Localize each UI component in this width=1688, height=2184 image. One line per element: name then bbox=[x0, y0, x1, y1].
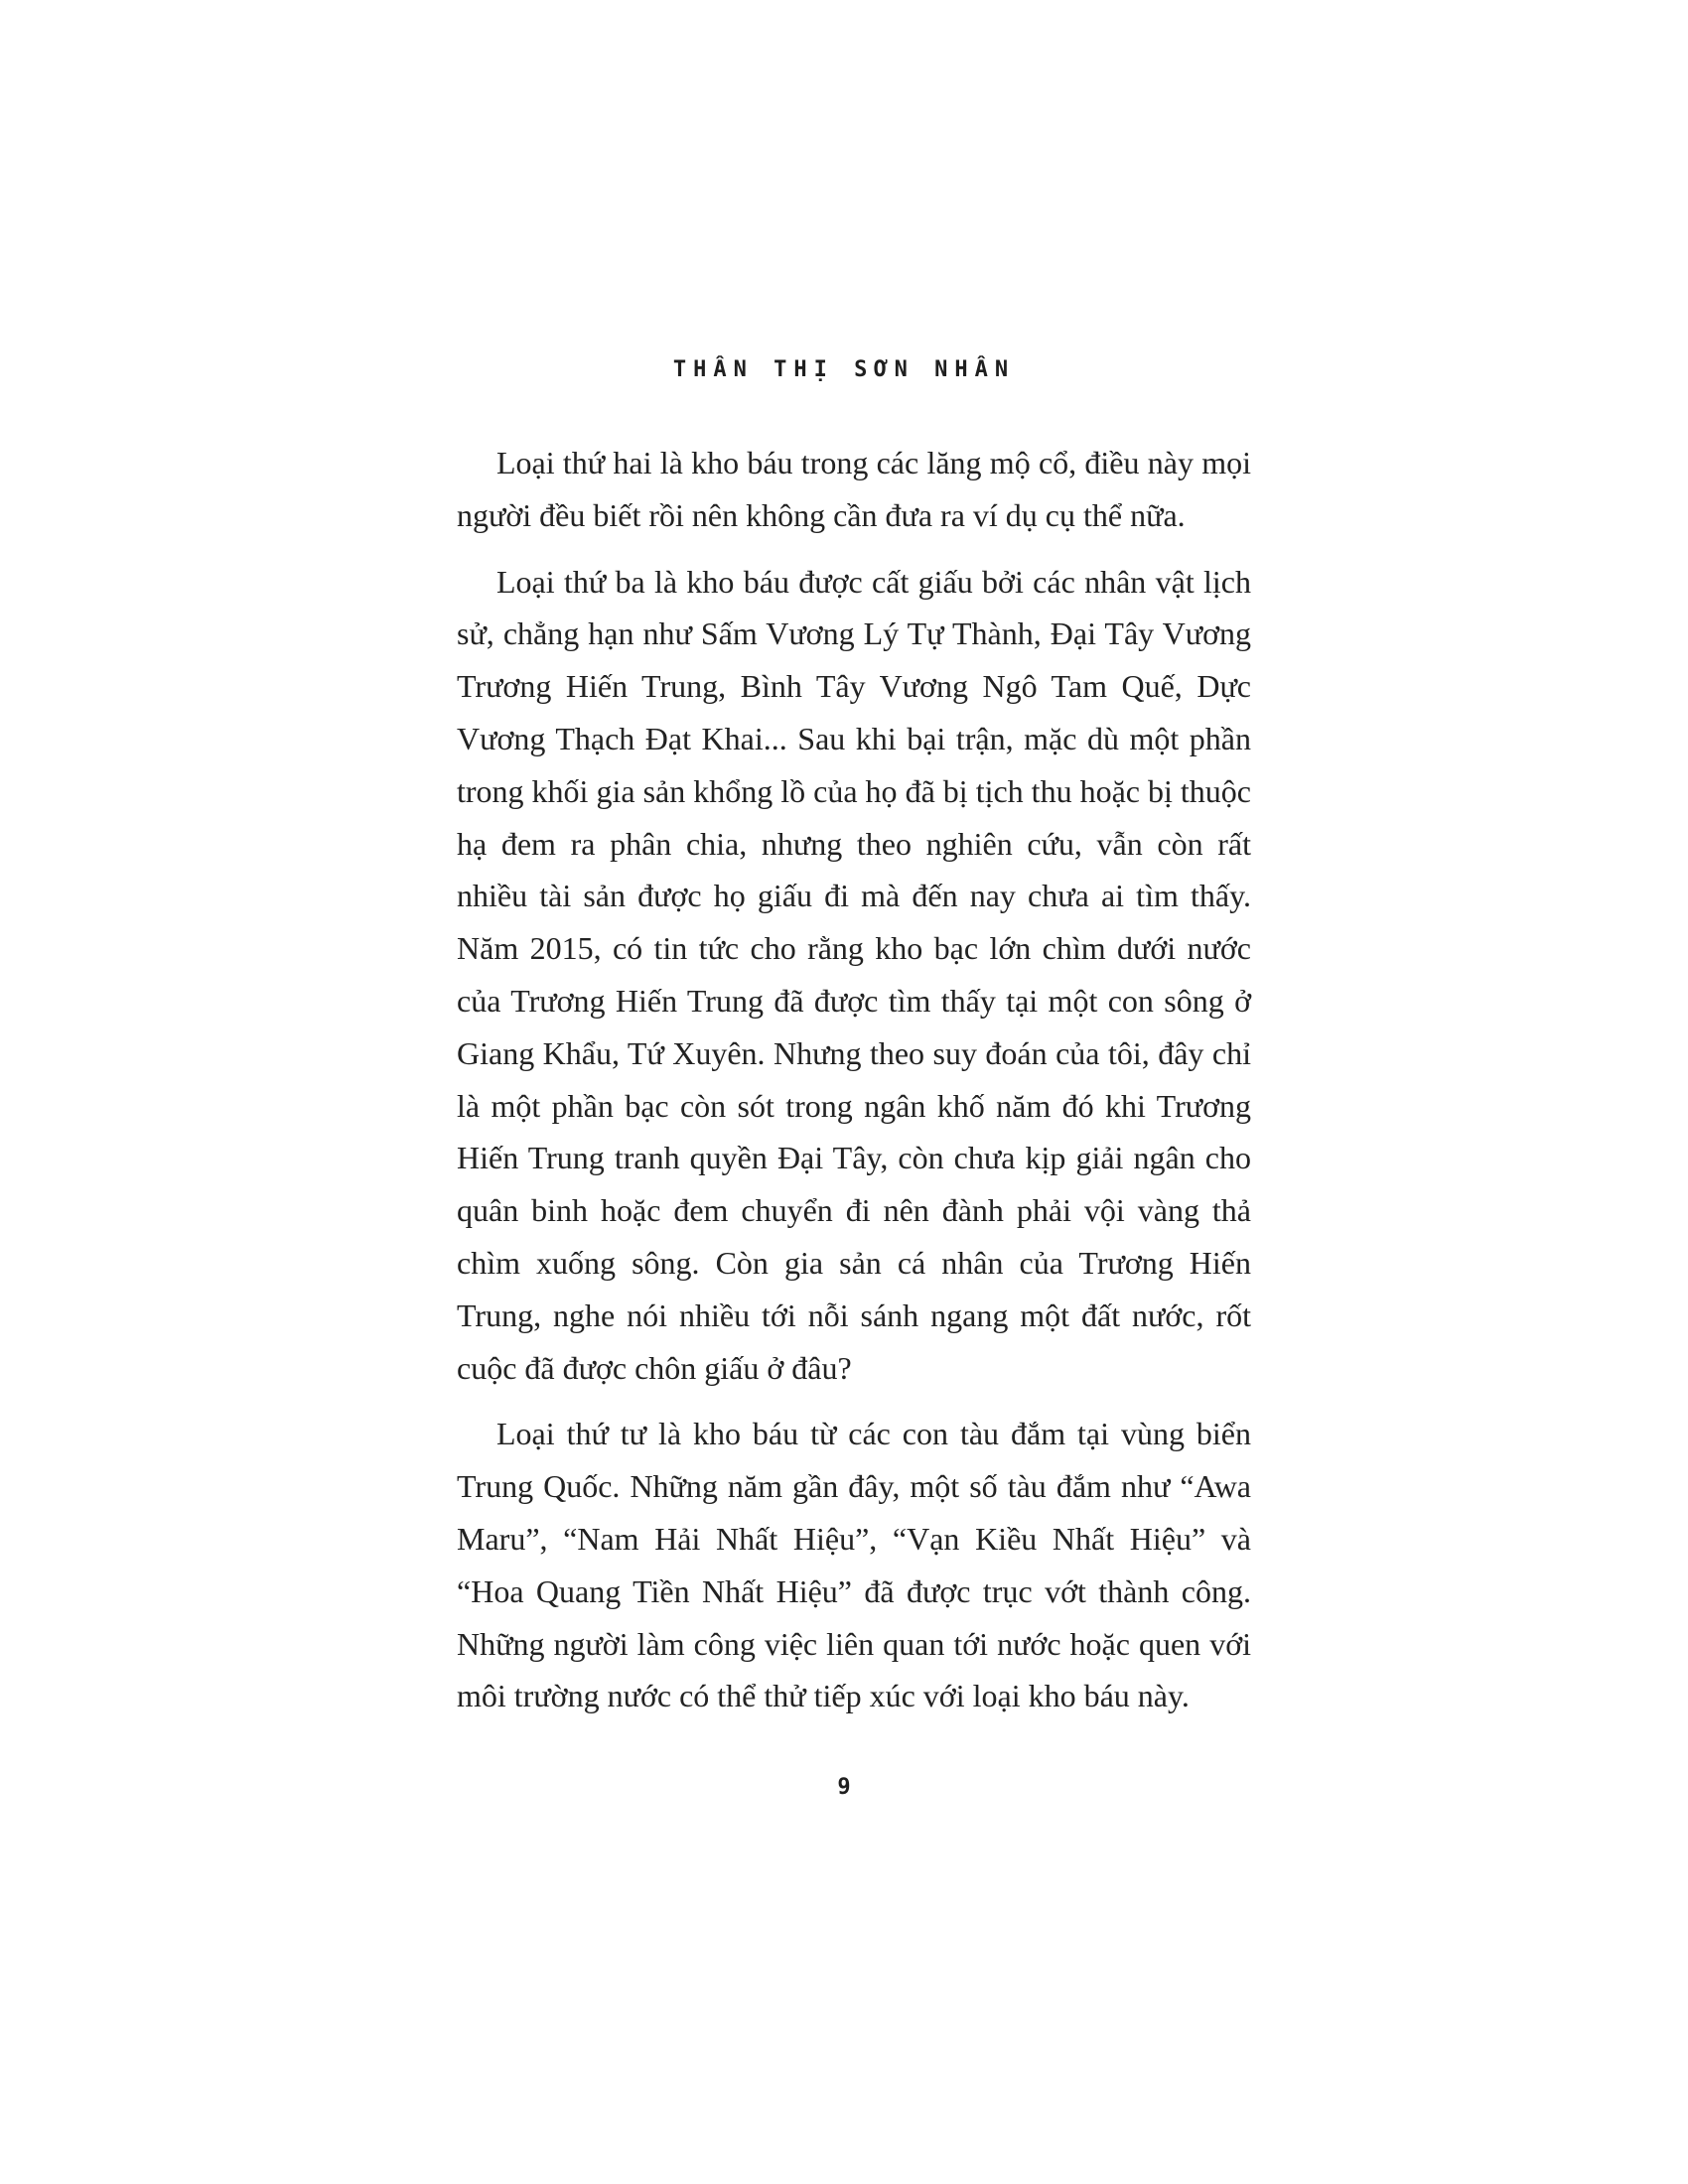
paragraph-2: Loại thứ ba là kho báu được cất giấu bởi các nhân vật lịch sử, chẳng hạn như Sấm Vương Lý Tự Thành, Đại Tây Vương Trương Hiến Trung, Bình Tây Vương Ngô Tam Quế, Dực Vương Thạch Đạt Khai... Sau khi bại trận, mặc dù một phần trong khối gia sản khổng lồ của họ đã bị tịch thu hoặc bị thuộc hạ đem ra phân chia, nhưng theo nghiên cứu, vẫn còn rất nhiều tài sản được họ giấu đi mà đến nay chưa ai tìm thấy. Năm 2015, có tin tức cho rằng kho bạc lớn chìm dưới nước của Trương Hiến Trung đã được tìm thấy tại một con sông ở Giang Khẩu, Tứ Xuyên. Nhưng theo suy đoán của tôi, đây chỉ là một phần bạc còn sót trong ngân khố năm đó khi Trương Hiến Trung tranh quyền Đại Tây, còn chưa kịp giải ngân cho quân binh hoặc đem chuyển đi nên đành phải vội vàng thả chìm xuống sông. Còn gia sản cá nhân của Trương Hiến Trung, nghe nói nhiều tới nỗi sánh ngang một đất nước, rốt cuộc đã được chôn giấu ở đâu? bbox=[457, 563, 1251, 1386]
paragraph-3: Loại thứ tư là kho báu từ các con tàu đắm tại vùng biển Trung Quốc. Những năm gần đây, một số tàu đắm như “Awa Maru”, “Nam Hải Nhất Hiệu”, “Vạn Kiều Nhất Hiệu” và “Hoa Quang Tiền Nhất Hiệu” đã được trục vớt thành công. Những người làm công việc liên quan tới nước hoặc quen với môi trường nước có thể thử tiếp xúc với loại kho báu này. bbox=[457, 1416, 1251, 1714]
paragraph-1: Loại thứ hai là kho báu trong các lăng mộ cổ, điều này mọi người đều biết rồi nên không cần đưa ra ví dụ cụ thể nữa. bbox=[457, 445, 1251, 533]
running-header-title: THÂN THỊ SƠN NHÂN bbox=[672, 357, 1016, 382]
body-text bbox=[457, 437, 1251, 1736]
page-number: 9 bbox=[837, 1775, 851, 1800]
